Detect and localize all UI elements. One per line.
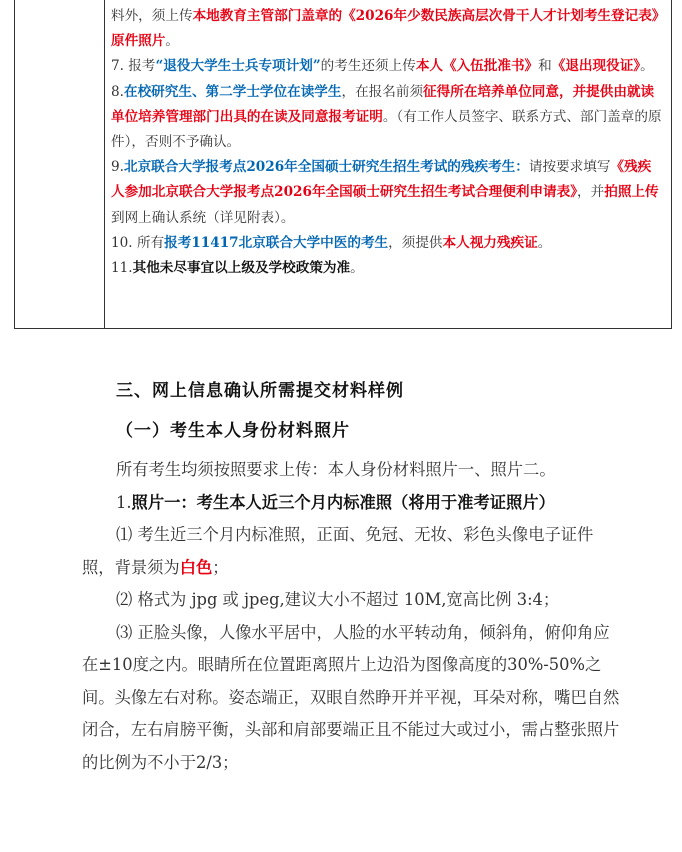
section-heading: 三、网上信息确认所需提交材料样例 — [116, 381, 404, 401]
table-column-divider — [104, 0, 105, 328]
item-9: 9.北京联合大学报考点2026年全国硕士研究生招生考试的残疾考生：请按要求填写《残疾人参加北京联合大学报考点2026年全国硕士研究生招生考试合理便利申请表》，并拍照上传到网上确认系统（详见附表）。 — [111, 159, 659, 226]
requirements-cell — [111, 4, 663, 281]
intro-paragraph: 所有考生均须按照要求上传：本人身份材料照片一、照片二。 — [116, 460, 556, 479]
item-6-continued: 料外，须上传本地教育主管部门盖章的《2026年少数民族高层次骨干人才计划考生登记表》原件照片。 — [111, 8, 659, 50]
requirement-3: ⑶ 正脸头像，人像水平居中，人脸的水平转动角，倾斜角，俯仰角应在±10度之内。眼睛所在位置距离照片上边沿为图像高度的30%-50%之间。头像左右对称。姿态端正，双眼自然睁开并平视，耳朵对称，嘴巴自然闭合，左右肩膀平衡，头部和肩部要端正且不能过大或过小，需占整张照片的比例为不小于2/3； — [82, 622, 620, 772]
requirements-table — [14, 0, 672, 329]
section-body — [82, 454, 622, 779]
requirement-2: ⑵ 格式为 jpg 或 jpeg,建议大小不超过 10M,宽高比例 3:4； — [116, 590, 560, 609]
requirement-1: ⑴ 考生近三个月内标准照，正面、免冠、无妆、彩色头像电子证件照，背景须为白色； — [82, 525, 594, 577]
item-11: 11.其他未尽事宜以上级及学校政策为准。 — [111, 260, 364, 277]
item-7: 7. 报考“退役大学生士兵专项计划”的考生还须上传本人《入伍批准书》和《退出现役证》。 — [111, 58, 654, 75]
subsection-heading: （一）考生本人身份材料照片 — [116, 421, 350, 441]
item-8: 8.在校研究生、第二学士学位在读学生，在报名前须征得所在培养单位同意，并提供由就读单位培养管理部门出具的在读及同意报考证明。（有工作人员签字、联系方式、部门盖章的原件），否则不予确认。 — [111, 83, 662, 151]
photo1-heading: 1.照片一：考生本人近三个月内标准照（将用于准考证照片） — [116, 492, 555, 512]
item-10: 10. 所有报考11417北京联合大学中医的考生，须提供本人视力残疾证。 — [111, 234, 552, 251]
